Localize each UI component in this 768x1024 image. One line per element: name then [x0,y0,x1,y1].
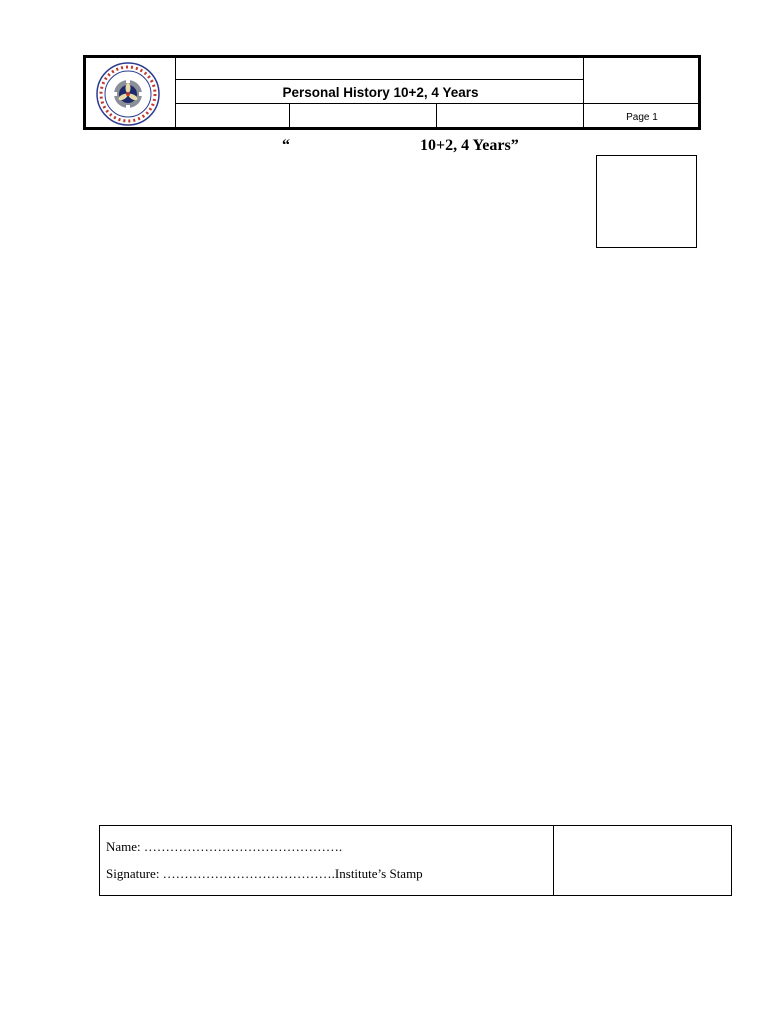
header-cell-divider-1 [289,104,290,127]
stamp-divider [553,826,554,895]
signature-box [99,825,732,896]
header-divider-logo [175,58,176,127]
subtitle-text: 10+2, 4 Years” [420,137,519,154]
photo-box [596,155,697,248]
signature-line: Signature: ………………………………….Institute’s Stamp [106,866,423,881]
institute-logo [92,61,170,127]
header-cell-divider-2 [436,104,437,127]
name-line: Name: ………………………………………. [106,839,343,854]
header-row-line-1 [176,79,583,80]
document-title: Personal History 10+2, 4 Years [282,85,479,100]
document-header-table [83,55,701,130]
page-number: Page 1 [626,112,658,123]
subtitle-open-quote: “ [282,137,290,154]
